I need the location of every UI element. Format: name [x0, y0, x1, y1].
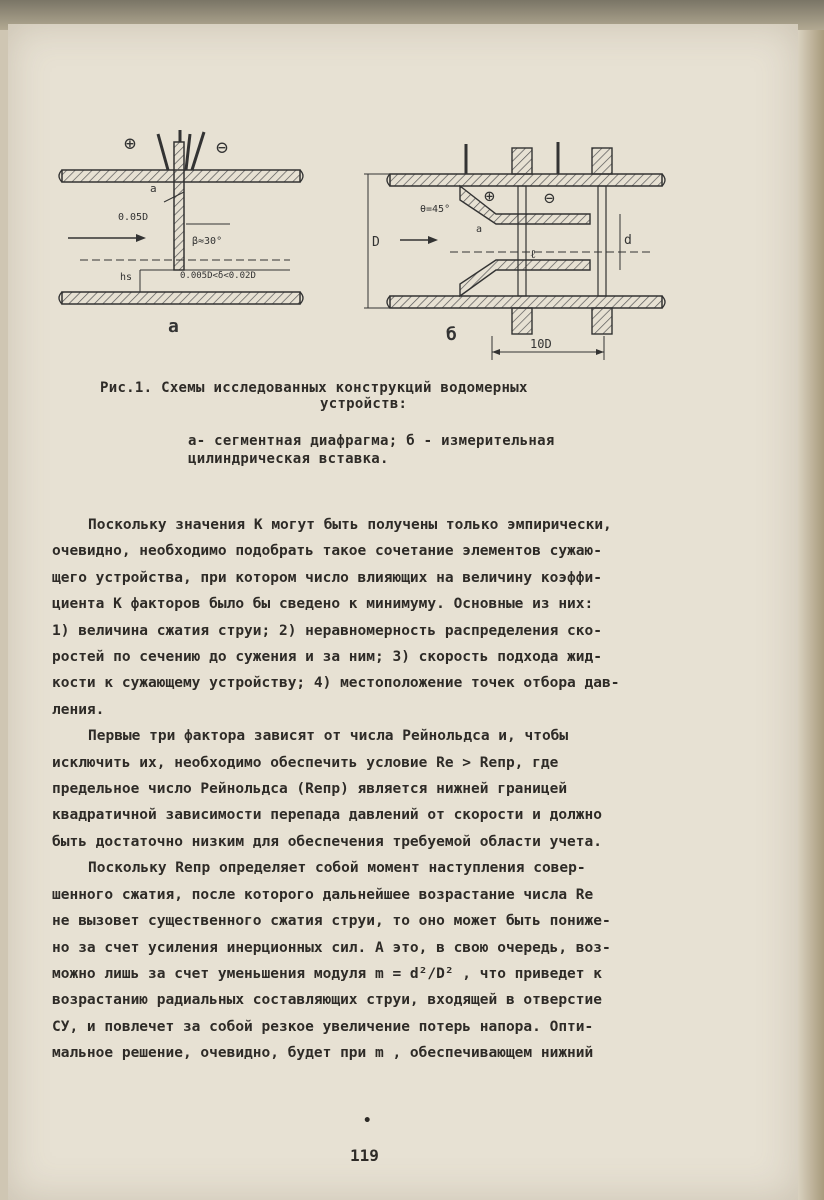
text-line: СУ, и повлечет за собой резкое увеличение потерь напора. Опти- [52, 1018, 594, 1035]
dim-h-label: hs [120, 272, 133, 283]
text-line: шенного сжатия, после которого дальнейшее возрастание числа Re [52, 886, 594, 903]
diagram-b-sublabel: б [446, 324, 457, 345]
text-line: Поскольку Reпр определяет собой момент наступления совер- [88, 860, 586, 877]
text-line: быть достаточно низким для обеспечения требуемой области учета. [52, 833, 602, 850]
text-line: квадратичной зависимости перепада давлений от скорости и должно [52, 807, 602, 824]
caption-line-1: Рис.1. Схемы исследованных конструкций водомерных [100, 380, 528, 396]
plus-symbol: ⊕ [124, 131, 137, 155]
figure-caption [100, 380, 640, 412]
diagram-b-cylindrical-insert [350, 128, 680, 368]
dim-d-label: d [624, 233, 632, 248]
dim-005d-label: 0.05D [118, 212, 149, 223]
text-line: мальное решение, очевидно, будет при m , обеспечивающем нижний [52, 1045, 594, 1062]
dim-a-label: a [150, 182, 157, 195]
text-line: циента K факторов было бы сведено к минимуму. Основные из них: [52, 596, 594, 613]
dim-range-label: 0.005D<δ<0.02D [180, 271, 256, 281]
dim-angle-label: θ=45° [420, 204, 451, 215]
text-line: не вызовет существенного сжатия струи, то оно может быть пониже- [52, 913, 611, 930]
diagram-a-segment-diaphragm [40, 120, 320, 350]
body-text [52, 512, 724, 1067]
text-line: исключить их, необходимо обеспечить условие Re > Reпр, где [52, 754, 559, 771]
dim-D-label: D [372, 235, 380, 250]
text-line: предельное число Рейнольдса (Reпр) является нижней границей [52, 781, 568, 798]
dim-angle-label: β≈30° [192, 236, 223, 247]
page-dot-mark: • [363, 1113, 372, 1129]
dim-l-label: ℓ [530, 247, 536, 261]
book-right-edge [798, 30, 824, 1200]
text-line: но за счет усиления инерционных сил. А это, в свою очередь, воз- [52, 939, 611, 956]
dim-10D-label: 10D [530, 337, 552, 351]
text-line: кости к сужающему устройству; 4) местоположение точек отбора дав- [52, 675, 620, 692]
text-line: ления. [52, 701, 105, 718]
minus-symbol: ⊖ [544, 188, 555, 209]
dim-a-label: a [476, 224, 483, 235]
text-line: Поскольку значения К могут быть получены только эмпирически, [88, 517, 612, 533]
text-line: очевидно, необходимо подобрать такое сочетание элементов сужаю- [52, 543, 602, 560]
minus-symbol: ⊖ [216, 135, 229, 159]
text-line: возрастанию радиальных составляющих струи, входящей в отверстие [52, 992, 602, 1009]
text-line: ростей по сечению до сужения и за ним; 3) скорость подхода жид- [52, 649, 602, 666]
legend-line-2: цилиндрическая вставка. [188, 451, 389, 467]
text-line: 1) величина сжатия струи; 2) неравномерность распределения ско- [52, 622, 602, 639]
text-line: щего устройства, при котором число влияющих на величину коэффи- [52, 569, 602, 586]
caption-line-2: устройств: [320, 396, 408, 412]
diagram-a-sublabel: а [168, 316, 179, 337]
figure-legend [188, 432, 658, 468]
text-line: Первые три фактора зависят от числа Рейнольдса и, чтобы [88, 728, 569, 745]
page-number: 119 [350, 1146, 379, 1165]
legend-line-1: а- сегментная диафрагма; б - измерительная [188, 433, 555, 449]
text-line: можно лишь за счет уменьшения модуля m = d²/D² , что приведет к [52, 965, 602, 982]
plus-symbol: ⊕ [484, 186, 495, 207]
